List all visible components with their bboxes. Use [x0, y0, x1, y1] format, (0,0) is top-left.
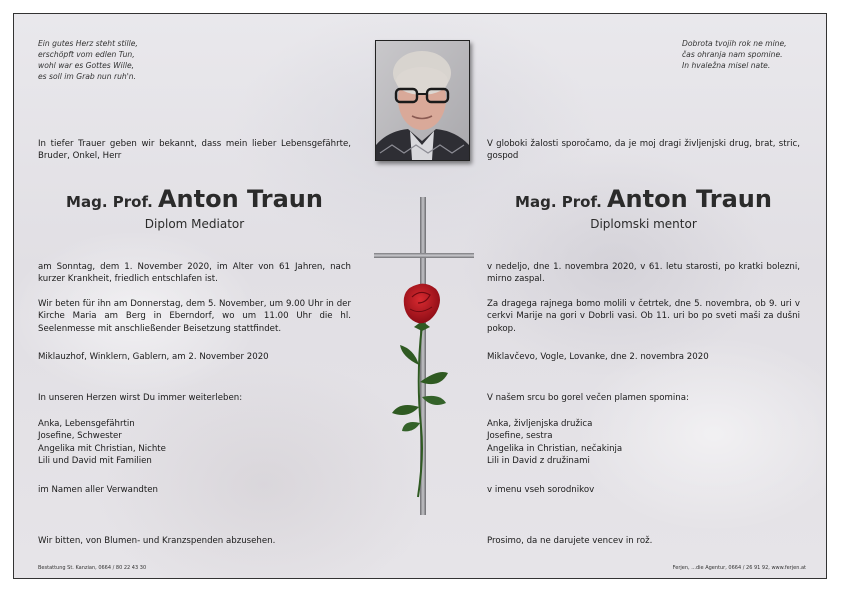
de-deceased-title: Diplom Mediator — [144, 217, 245, 231]
name-main: Anton Traun — [606, 185, 772, 213]
name-prefix: Mag. Prof. — [515, 193, 602, 211]
rose-leaf — [392, 405, 419, 415]
sl-paragraph-1: v nedeljo, dne 1. novembra 2020, v 61. letu starosti, po kratki bolezni, mirno zaspal. — [487, 262, 800, 285]
sl-request: Prosimo, da ne darujete vencev in rož. — [487, 536, 653, 546]
quote-line: In hvaležna misel nate. — [682, 61, 771, 70]
mourner-line: Angelika in Christian, nečakinja — [487, 443, 623, 454]
name-prefix: Mag. Prof. — [66, 193, 153, 211]
de-paragraph-2: Wir beten für ihn am Donnerstag, dem 5. November, um 9.00 Uhr in der Kirche Maria am Berg in Eberndorf, wo um 11.00 Uhr die hl. Seelenmesse mit anschließender Beisetzung stattfindet. — [38, 299, 351, 334]
sl-deceased-name — [487, 185, 800, 213]
de-request: Wir bitten, von Blumen- und Kranzspenden abzusehen. — [38, 536, 276, 546]
mourner-line: Anka, življenjska družica — [487, 419, 593, 429]
portrait-photo — [375, 40, 470, 161]
rose-leaf — [402, 422, 420, 431]
rose-bloom — [404, 284, 440, 324]
de-footer: Bestattung St. Kanzian, 0664 / 80 22 43 30 — [38, 565, 147, 571]
quote-de — [38, 38, 198, 82]
sl-all-relatives: v imenu vseh sorodnikov — [487, 485, 595, 495]
mourner-line: Josefine, Schwester — [38, 431, 122, 442]
mourner-line: Anka, Lebensgefährtin — [38, 419, 135, 429]
de-paragraph-1: am Sonntag, dem 1. November 2020, im Alter von 61 Jahren, nach kurzer Krankheit, friedlich entschlafen ist. — [38, 262, 351, 285]
quote-sl — [682, 38, 822, 71]
name-main: Anton Traun — [157, 185, 323, 213]
sl-footer: Ferjen, ...die Agentur, 0664 / 26 91 92, www.ferjen.at — [672, 565, 806, 571]
mourner-line: Angelika mit Christian, Nichte — [38, 443, 166, 454]
mourner-line: Lili und David mit Familien — [38, 455, 152, 466]
de-all-relatives: im Namen aller Verwandten — [38, 485, 158, 495]
portrait-image — [376, 41, 469, 160]
de-mourners — [38, 418, 351, 467]
quote-line: čas ohranja nam spomine. — [682, 50, 783, 59]
rose-leaf — [400, 345, 419, 365]
quote-line: Dobrota tvojih rok ne mine, — [682, 39, 787, 48]
quote-line: wohl war es Gottes Wille, — [38, 61, 135, 70]
quote-line: es soll im Grab nun ruh'n. — [38, 72, 137, 81]
sl-mourners — [487, 418, 800, 467]
de-intro: In tiefer Trauer geben wir bekannt, dass mein lieber Lebensgefährte, Bruder, Onkel, Herr — [38, 139, 351, 162]
cross-with-rose — [364, 197, 484, 517]
obituary-card — [13, 13, 827, 579]
sl-place-date: Miklavčevo, Vogle, Lovanke, dne 2. novembra 2020 — [487, 352, 709, 362]
de-deceased-name — [38, 185, 351, 213]
quote-line: erschöpft vom edlen Tun, — [38, 50, 135, 59]
cross-horizontal-beam — [374, 253, 474, 258]
quote-line: Ein gutes Herz steht stille, — [38, 39, 138, 48]
sl-deceased-title: Diplomski mentor — [590, 217, 697, 231]
de-hearts: In unseren Herzen wirst Du immer weiterleben: — [38, 393, 243, 403]
sl-hearts: V našem srcu bo gorel večen plamen spomina: — [487, 393, 689, 403]
de-place-date: Miklauzhof, Winklern, Gablern, am 2. November 2020 — [38, 352, 269, 362]
sl-paragraph-2: Za dragega rajnega bomo molili v četrtek, dne 5. novembra, ob 9. uri v cerkvi Marije na gori v Dobrli vasi. Ob 11. uri bo po sveti maši za dušni pokop. — [487, 299, 800, 334]
sl-intro: V globoki žalosti sporočamo, da je moj dragi življenjski drug, brat, stric, gospod — [487, 139, 800, 162]
mourner-line: Josefine, sestra — [487, 431, 553, 442]
mourner-line: Lili in David z družinami — [487, 455, 590, 466]
